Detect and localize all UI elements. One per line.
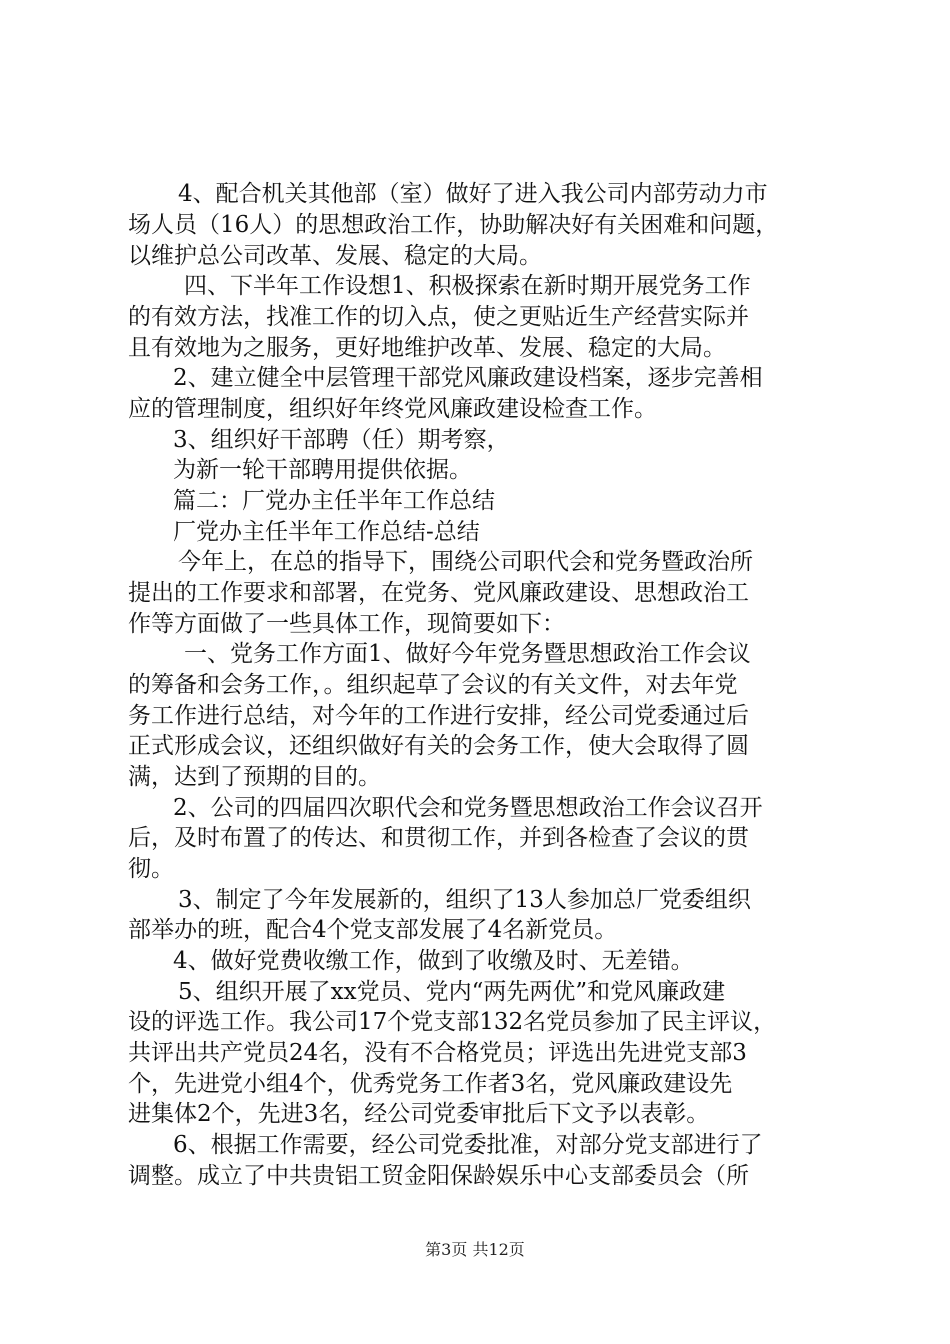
paragraph-line: 的筹备和会务工作，。组织起草了会议的有关文件，对去年党 [128, 672, 738, 698]
paragraph-line: 为新一轮干部聘用提供依据。 [173, 457, 472, 483]
paragraph-line: 4、配合机关其他部（室）做好了进入我公司内部劳动力市 [178, 181, 768, 207]
paragraph-line: 满，达到了预期的目的。 [128, 764, 381, 790]
paragraph-line: 进集体2个，先进3名，经公司党委审批后下文予以表彰。 [128, 1101, 710, 1127]
paragraph-line: 共评出共产党员24名，没有不合格党员；评选出先进党支部3 [128, 1040, 747, 1066]
paragraph-line: 个，先进党小组4个，优秀党务工作者3名，党风廉政建设先 [128, 1071, 733, 1097]
paragraph-line: 设的评选工作。我公司17个党支部132名党员参加了民主评议， [128, 1009, 777, 1035]
paragraph-line: 以维护总公司改革、发展、稳定的大局。 [128, 243, 542, 269]
paragraph-line: 3、制定了今年发展新的，组织了13人参加总厂党委组织 [178, 887, 751, 913]
paragraph-line: 正式形成会议，还组织做好有关的会务工作，使大会取得了圆 [128, 733, 749, 759]
paragraph-line: 的有效方法，找准工作的切入点，使之更贴近生产经营实际并 [128, 304, 749, 330]
page-number-footer: 第3页 共12页 [425, 1240, 525, 1259]
paragraph-line: 调整。成立了中共贵铝工贸金阳保龄娱乐中心支部委员会（所 [128, 1163, 749, 1189]
paragraph-line: 5、组织开展了xx党员、党内“两先两优”和党风廉政建 [178, 979, 726, 1005]
paragraph-line: 今年上，在总的指导下，围绕公司职代会和党务暨政治所 [178, 549, 753, 575]
paragraph-line: 2、建立健全中层管理干部党风廉政建设档案，逐步完善相 [173, 365, 763, 391]
paragraph-line: 且有效地为之服务，更好地维护改革、发展、稳定的大局。 [128, 335, 726, 361]
paragraph-line: 提出的工作要求和部署，在党务、党风廉政建设、思想政治工 [128, 580, 749, 606]
paragraph-line: 应的管理制度，组织好年终党风廉政建设检查工作。 [128, 396, 657, 422]
paragraph-line: 彻。 [128, 856, 174, 882]
paragraph-line: 场人员（16人）的思想政治工作，协助解决好有关困难和问题， [128, 212, 779, 238]
paragraph-line: 四、下半年工作设想1、积极探索在新时期开展党务工作 [184, 273, 751, 299]
section-heading: 厂党办主任半年工作总结-总结 [173, 519, 480, 545]
paragraph-line: 4、做好党费收缴工作，做到了收缴及时、无差错。 [173, 948, 694, 974]
paragraph-line: 3、组织好干部聘（任）期考察， [173, 427, 510, 453]
paragraph-line: 后，及时布置了的传达、和贯彻工作，并到各检查了会议的贯 [128, 825, 749, 851]
paragraph-line: 作等方面做了一些具体工作，现简要如下： [128, 611, 565, 637]
paragraph-line: 2、公司的四届四次职代会和党务暨思想政治工作会议召开 [173, 795, 763, 821]
paragraph-line: 务工作进行总结，对今年的工作进行安排，经公司党委通过后 [128, 703, 749, 729]
paragraph-line: 部举办的班，配合4个党支部发展了4名新党员。 [128, 917, 618, 943]
section-heading: 篇二：厂党办主任半年工作总结 [173, 488, 495, 514]
paragraph-line: 一、党务工作方面1、做好今年党务暨思想政治工作会议 [184, 641, 751, 667]
paragraph-line: 6、根据工作需要，经公司党委批准，对部分党支部进行了 [173, 1132, 763, 1158]
